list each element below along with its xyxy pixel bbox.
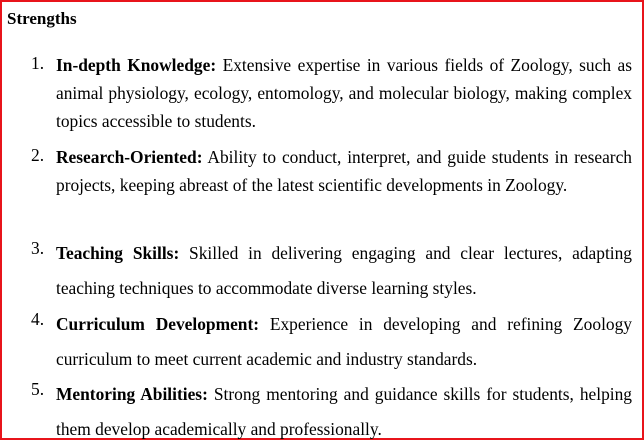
list-item-term: Curriculum Development — [56, 314, 254, 334]
list-item-body — [56, 236, 632, 306]
list-item-term: In-depth Knowledge — [56, 55, 211, 75]
list-item-number: 3. — [31, 238, 45, 258]
list-item-text: Ability to conduct, interpret, and guide students in research projects, keeping abreast of the latest scientific developments in Zoology. — [56, 147, 632, 195]
list-item-term: Teaching Skills — [56, 243, 174, 263]
list-item-number: 2. — [31, 145, 45, 165]
list-item-separator: : — [210, 55, 217, 75]
list-item-separator: : — [196, 147, 203, 167]
list-item-text: Extensive expertise in various fields of Zoology, such as animal physiology, ecology, entomology, and molecular biology, making complex topics accessible to students. — [56, 55, 632, 131]
list-item-term: Mentoring Abilities — [56, 384, 203, 404]
list-item-number: 5. — [31, 379, 45, 399]
list-item-separator: : — [253, 314, 260, 334]
list-item-term: Research-Oriented — [56, 147, 197, 167]
list-item-text: Experience in developing and refining Zoology curriculum to meet current academic and industry standards. — [56, 314, 632, 369]
list-item-separator: : — [173, 243, 180, 263]
list-item-number: 4. — [31, 309, 45, 329]
section-heading: Strengths — [7, 9, 77, 28]
list-item-text: Strong mentoring and guidance skills for students, helping them develop academically and professionally. — [56, 384, 632, 439]
list-item-body — [56, 307, 632, 377]
list-item-separator: : — [202, 384, 208, 404]
list-item-body — [56, 51, 632, 135]
list-item-text: Skilled in delivering engaging and clear lectures, adapting teaching techniques to accommodate diverse learning styles. — [56, 243, 632, 298]
list-item-body — [56, 143, 632, 199]
list-item-number: 1. — [31, 53, 45, 73]
list-item-body — [56, 377, 632, 447]
